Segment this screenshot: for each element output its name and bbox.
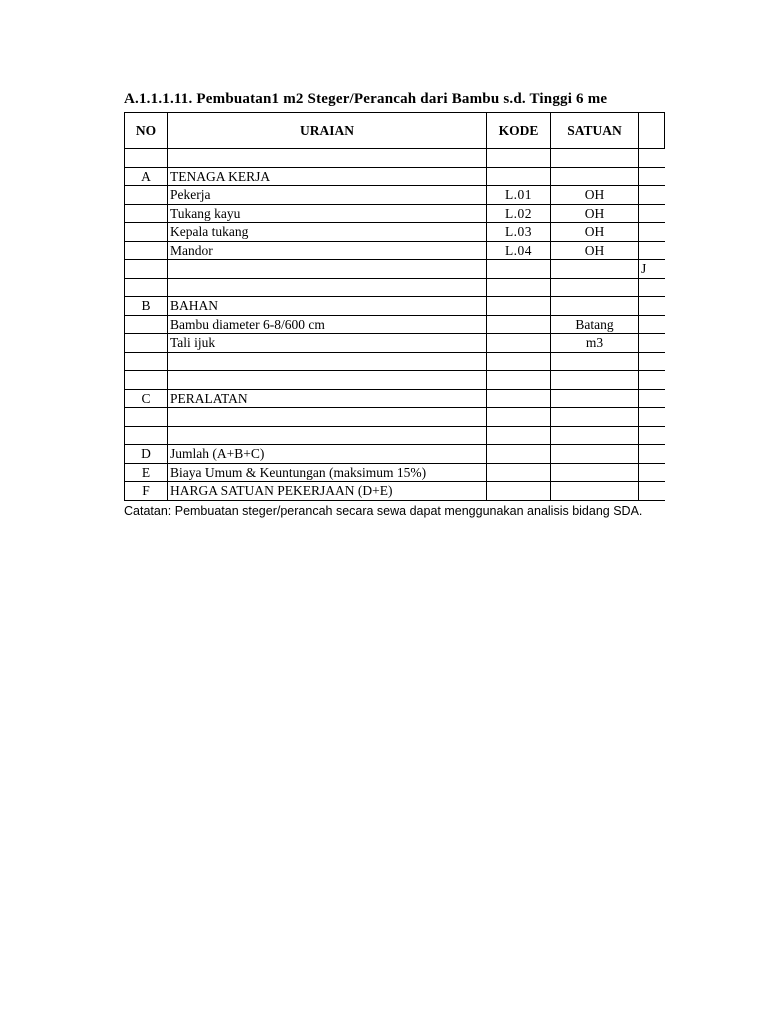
cell-no <box>125 186 168 205</box>
table-row <box>125 278 665 297</box>
cell-no: F <box>125 482 168 501</box>
cell-satuan: OH <box>551 204 639 223</box>
cell-uraian: HARGA SATUAN PEKERJAAN (D+E) <box>168 482 487 501</box>
cell-extra <box>639 149 665 168</box>
cell-uraian <box>168 352 487 371</box>
cell-kode <box>487 408 551 427</box>
cell-uraian: Bambu diameter 6-8/600 cm <box>168 315 487 334</box>
cell-extra <box>639 186 665 205</box>
table-row <box>125 334 665 353</box>
cell-kode <box>487 352 551 371</box>
analysis-table <box>124 112 665 501</box>
cell-extra: J <box>639 260 665 279</box>
cell-satuan <box>551 297 639 316</box>
cell-extra <box>639 278 665 297</box>
table-row <box>125 260 665 279</box>
cell-satuan <box>551 426 639 445</box>
table-row <box>125 167 665 186</box>
cell-no: D <box>125 445 168 464</box>
table-row <box>125 408 665 427</box>
cell-extra <box>639 204 665 223</box>
cell-kode: L.02 <box>487 204 551 223</box>
cell-no: B <box>125 297 168 316</box>
cell-uraian <box>168 278 487 297</box>
cell-satuan <box>551 167 639 186</box>
cell-kode: L.03 <box>487 223 551 242</box>
cell-satuan: OH <box>551 241 639 260</box>
cell-extra <box>639 352 665 371</box>
cell-uraian <box>168 260 487 279</box>
cell-kode <box>487 297 551 316</box>
cell-kode: L.04 <box>487 241 551 260</box>
cell-extra <box>639 463 665 482</box>
cell-satuan <box>551 408 639 427</box>
cell-uraian: PERALATAN <box>168 389 487 408</box>
table-row <box>125 186 665 205</box>
cell-no <box>125 278 168 297</box>
document-title: A.1.1.1.11. Pembuatan1 m2 Steger/Perancah dari Bambu s.d. Tinggi 6 me <box>124 91 608 107</box>
cell-extra <box>639 371 665 390</box>
cell-extra <box>639 389 665 408</box>
cell-kode <box>487 482 551 501</box>
cell-satuan <box>551 371 639 390</box>
footnote: Catatan: Pembuatan steger/perancah secara sewa dapat menggunakan analisis bidang SDA. <box>124 504 643 518</box>
header-no: NO <box>125 113 168 149</box>
cell-uraian: Kepala tukang <box>168 223 487 242</box>
table-header-row <box>125 113 665 149</box>
cell-kode <box>487 167 551 186</box>
cell-uraian: BAHAN <box>168 297 487 316</box>
cell-kode <box>487 445 551 464</box>
cell-kode <box>487 278 551 297</box>
cell-kode <box>487 371 551 390</box>
cell-uraian: Biaya Umum & Keuntungan (maksimum 15%) <box>168 463 487 482</box>
cell-no <box>125 223 168 242</box>
cell-extra <box>639 223 665 242</box>
cell-no: A <box>125 167 168 186</box>
cell-extra <box>639 297 665 316</box>
header-uraian: URAIAN <box>168 113 487 149</box>
cell-no <box>125 334 168 353</box>
cell-satuan <box>551 278 639 297</box>
cell-no <box>125 315 168 334</box>
cell-satuan <box>551 463 639 482</box>
cell-no <box>125 204 168 223</box>
table-row <box>125 389 665 408</box>
cell-satuan: m3 <box>551 334 639 353</box>
table-row <box>125 297 665 316</box>
cell-extra <box>639 167 665 186</box>
cell-uraian: Tali ijuk <box>168 334 487 353</box>
cell-uraian <box>168 149 487 168</box>
cell-no <box>125 426 168 445</box>
cell-extra <box>639 426 665 445</box>
cell-uraian <box>168 408 487 427</box>
cell-uraian: Pekerja <box>168 186 487 205</box>
table-row <box>125 482 665 501</box>
cell-extra <box>639 408 665 427</box>
cell-satuan: OH <box>551 186 639 205</box>
cell-kode <box>487 149 551 168</box>
header-satuan: SATUAN <box>551 113 639 149</box>
cell-no <box>125 241 168 260</box>
cell-extra <box>639 445 665 464</box>
table-body <box>125 149 665 501</box>
cell-kode <box>487 426 551 445</box>
table-row <box>125 426 665 445</box>
header-kode: KODE <box>487 113 551 149</box>
cell-no: E <box>125 463 168 482</box>
table-row <box>125 204 665 223</box>
cell-kode <box>487 315 551 334</box>
cell-satuan: OH <box>551 223 639 242</box>
document-sheet <box>124 88 647 528</box>
table-row <box>125 371 665 390</box>
cell-satuan <box>551 389 639 408</box>
cell-satuan <box>551 445 639 464</box>
cell-satuan <box>551 260 639 279</box>
cell-uraian <box>168 371 487 390</box>
table-row <box>125 241 665 260</box>
cell-satuan: Batang <box>551 315 639 334</box>
cell-satuan <box>551 352 639 371</box>
cell-satuan <box>551 149 639 168</box>
cell-uraian: Mandor <box>168 241 487 260</box>
cell-extra <box>639 241 665 260</box>
cell-no <box>125 260 168 279</box>
cell-kode <box>487 463 551 482</box>
cell-kode <box>487 260 551 279</box>
cell-uraian: Tukang kayu <box>168 204 487 223</box>
table-row <box>125 315 665 334</box>
cell-kode <box>487 389 551 408</box>
cell-no: C <box>125 389 168 408</box>
cell-no <box>125 352 168 371</box>
table-row <box>125 223 665 242</box>
cell-satuan <box>551 482 639 501</box>
cell-extra <box>639 315 665 334</box>
cell-kode: L.01 <box>487 186 551 205</box>
table-row <box>125 149 665 168</box>
table-row <box>125 352 665 371</box>
cell-uraian: TENAGA KERJA <box>168 167 487 186</box>
table-row <box>125 463 665 482</box>
cell-extra <box>639 334 665 353</box>
cell-no <box>125 371 168 390</box>
cell-uraian <box>168 426 487 445</box>
header-extra <box>639 113 665 149</box>
cell-no <box>125 408 168 427</box>
cell-uraian: Jumlah (A+B+C) <box>168 445 487 464</box>
cell-extra <box>639 482 665 501</box>
cell-kode <box>487 334 551 353</box>
table-row <box>125 445 665 464</box>
cell-no <box>125 149 168 168</box>
